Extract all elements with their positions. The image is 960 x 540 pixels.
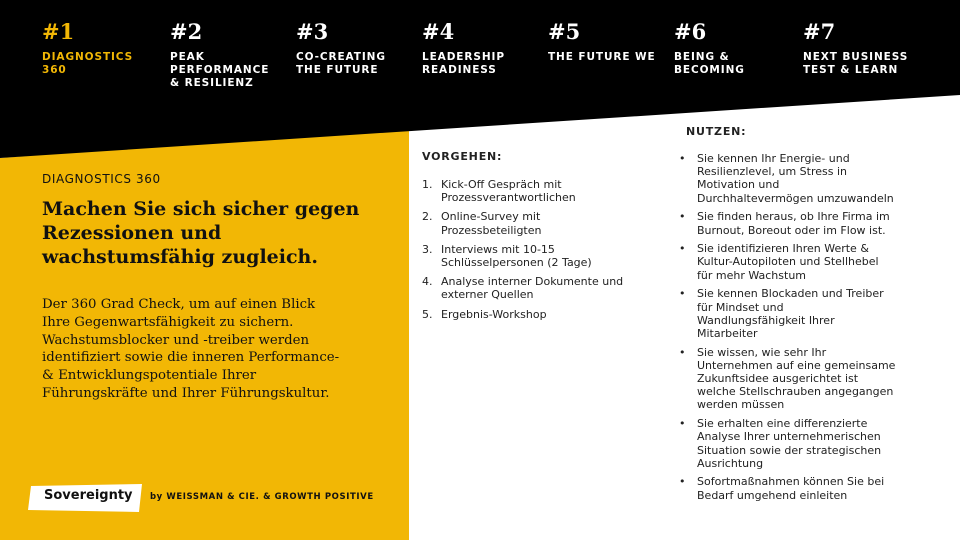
bullet-icon: •	[679, 417, 686, 431]
benefit-text: Sie kennen Ihr Energie- und Resilienzlevel, um Stress in Motivation und Durchhaltevermögen umzuwandeln	[697, 152, 894, 205]
nav-label: DIAGNOSTICS 360	[42, 51, 134, 76]
benefit-text: Sie erhalten eine differenzierte Analyse Ihrer unternehmerischen Situation sowie der strategischen Ausrichtung	[697, 417, 882, 470]
list-item	[678, 346, 940, 412]
nutzen-title: NUTZEN:	[686, 125, 747, 138]
bullet-icon: •	[679, 475, 686, 489]
nav-item-4[interactable]	[422, 20, 505, 77]
nav-label: NEXT BUSINESS TEST & LEARN	[803, 51, 909, 76]
vorgehen-title: VORGEHEN:	[422, 150, 503, 163]
nav-item-2[interactable]	[170, 20, 269, 90]
nav-item-3[interactable]	[296, 20, 386, 77]
nav-number: #3	[296, 19, 329, 44]
step-number: 3.	[422, 242, 433, 256]
nav-number: #4	[422, 19, 455, 44]
nav-label: LEADERSHIP READINESS	[422, 51, 505, 76]
step-number: 2.	[422, 210, 433, 224]
nav-label: PEAK PERFORMANCE & RESILIENZ	[170, 51, 270, 89]
bullet-icon: •	[679, 242, 686, 256]
bullet-icon: •	[679, 152, 686, 165]
step-number: 4.	[422, 275, 433, 289]
list-item	[422, 178, 667, 204]
bullet-icon: •	[679, 287, 686, 301]
benefit-text: Sofortmaßnahmen können Sie bei Bedarf umgehend einleiten	[697, 475, 885, 502]
nav-label: CO-CREATING THE FUTURE	[296, 51, 386, 76]
partner-byline: by WEISSMAN & CIE. & GROWTH POSITIVE	[150, 492, 374, 502]
benefit-text: Sie identifizieren Ihren Werte & Kultur-Autopiloten und Stellhebel für mehr Wachstum	[697, 242, 879, 282]
intro-text: Der 360 Grad Check, um auf einen Blick Ihre Gegenwartsfähigkeit zu sichern. Wachstumsblocker und -treiber werden identifiziert sowie die inneren Performance- & Entwicklungspotentiale Ihrer Führungskräfte und Ihrer Führungskultur.	[42, 297, 340, 401]
vorgehen-steps	[422, 178, 667, 327]
list-item	[678, 152, 940, 205]
list-item	[422, 243, 667, 269]
nutzen-list	[678, 152, 940, 507]
step-number: 5.	[422, 307, 433, 321]
nav-item-1[interactable]	[42, 20, 133, 77]
list-item	[422, 275, 667, 301]
nav-number: #6	[674, 19, 707, 44]
nav-number: #5	[548, 19, 581, 44]
list-item	[678, 475, 940, 501]
list-item	[678, 287, 940, 340]
logo-wordmark: Sovereignty	[44, 488, 133, 503]
headline: Machen Sie sich sicher gegen Rezessionen und wachstumsfähig zugleich.	[42, 198, 360, 268]
list-item	[678, 242, 940, 282]
list-item	[422, 210, 667, 236]
nav-label: THE FUTURE WE	[548, 51, 656, 63]
step-text: Online-Survey mit Prozessbeteiligten	[441, 210, 542, 237]
step-text: Ergebnis-Workshop	[441, 307, 547, 321]
benefit-text: Sie wissen, wie sehr Ihr Unternehmen auf eine gemeinsame Zukunftsidee ausgerichtet ist welche Stellschrauben angegangen werden müssen	[697, 345, 896, 412]
step-number: 1.	[422, 178, 433, 191]
nav-item-6[interactable]	[674, 20, 745, 77]
benefit-text: Sie finden heraus, ob Ihre Firma im Burnout, Boreout oder im Flow ist.	[697, 210, 890, 237]
nav-number: #2	[170, 19, 203, 44]
list-item	[678, 417, 940, 470]
step-text: Interviews mit 10-15 Schlüsselpersonen (2 Tage)	[441, 242, 592, 270]
bullet-icon: •	[679, 210, 686, 224]
step-text: Analyse interner Dokumente und externer Quellen	[441, 275, 624, 302]
list-item	[422, 308, 667, 321]
list-item	[678, 210, 940, 236]
section-kicker: DIAGNOSTICS 360	[42, 172, 161, 186]
nav-number: #7	[803, 19, 836, 44]
nav-item-5[interactable]	[548, 20, 656, 64]
step-text: Kick-Off Gespräch mit Prozessverantwortlichen	[441, 178, 576, 205]
nav-item-7[interactable]	[803, 20, 908, 77]
benefit-text: Sie kennen Blockaden und Treiber für Mindset und Wandlungsfähigkeit Ihrer Mitarbeiter	[697, 287, 884, 340]
nav-label: BEING & BECOMING	[674, 51, 745, 76]
bullet-icon: •	[679, 345, 686, 359]
nav-number: #1	[42, 19, 75, 44]
